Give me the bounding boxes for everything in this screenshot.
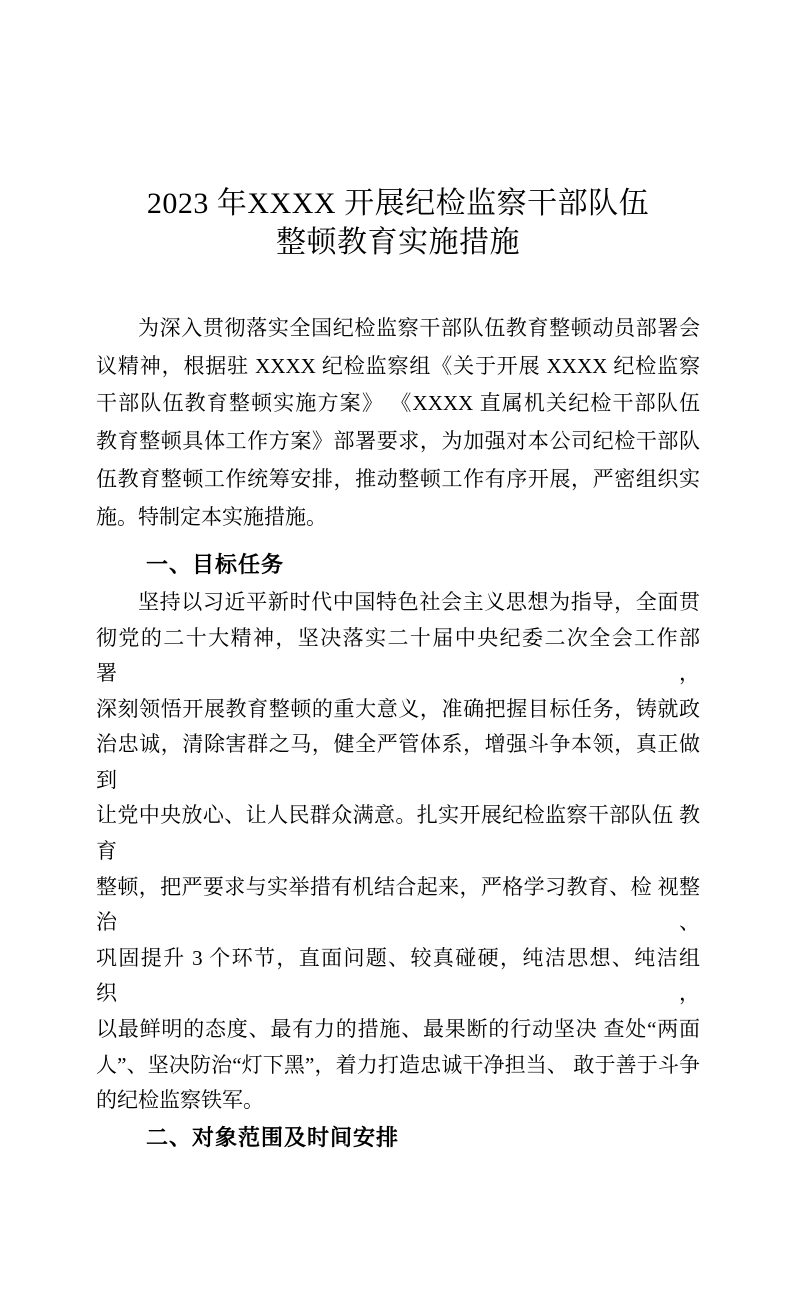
- paragraph-line: 让党中央放心、让人民群众满意。扎实开展纪检监察干部队伍 教育: [96, 803, 700, 864]
- document-body: [96, 310, 700, 1157]
- paragraph-line: 的纪检监察铁军。: [96, 1088, 264, 1113]
- document-title: [96, 184, 700, 262]
- intro-paragraph: [96, 310, 700, 536]
- paragraph-line: 巩固提升 3 个环节，直面问题、较真碰硬，纯洁思想、纯洁组织，: [96, 945, 700, 1006]
- section-heading-scope-schedule: 二、对象范围及时间安排: [146, 1124, 400, 1150]
- document-title-line: 2023 年XXXX 开展纪检监察干部队伍: [146, 187, 650, 220]
- paragraph-line: 以最鲜明的态度、最有力的措施、最果断的行动坚决 查处“两面: [96, 1017, 700, 1042]
- paragraph-line: 治忠诚，清除害群之马，健全严管体系，增强斗争本领，真正做到: [96, 732, 700, 792]
- paragraph-line: 施。特制定本实施措施。: [96, 504, 327, 529]
- paragraph-line: 为深入贯彻落实全国纪检监察干部队伍教育整顿动员部署会: [138, 316, 700, 340]
- paragraph-line: 深刻领悟开展教育整顿的重大意义，准确把握目标任务，铸就政: [96, 696, 700, 721]
- paragraph-line: 议精神，根据驻 XXXX 纪检监察组《关于开展 XXXX 纪检监察: [96, 353, 700, 378]
- paragraph-line: 整顿，把严要求与实举措有机结合起来，严格学习教育、检 视整治、: [96, 874, 700, 935]
- paragraph-line: 坚持以习近平新时代中国特色社会主义思想为指导，全面贯: [138, 589, 700, 614]
- section-heading-goals: 一、目标任务: [146, 552, 285, 578]
- paragraph-line: 彻党的二十大精神，坚决落实二十届中央纪委二次全会工作部署，: [96, 625, 700, 686]
- paragraph-line: 人”、坚决防治“灯下黑”，着力打造忠诚干净担当、 敢于善于斗争: [96, 1052, 700, 1077]
- paragraph-line: 教育整顿具体工作方案》部署要求，为加强对本公司纪检干部队: [96, 429, 700, 454]
- goals-paragraph: [96, 585, 700, 1119]
- paragraph-line: 干部队伍教育整顿实施方案》 《XXXX 直属机关纪检干部队伍: [96, 391, 700, 416]
- document-title-line: 整顿教育实施措施: [276, 226, 520, 259]
- document-page: [0, 184, 794, 1306]
- paragraph-line: 伍教育整顿工作统筹安排，推动整顿工作有序开展，严密组织实: [96, 466, 700, 491]
